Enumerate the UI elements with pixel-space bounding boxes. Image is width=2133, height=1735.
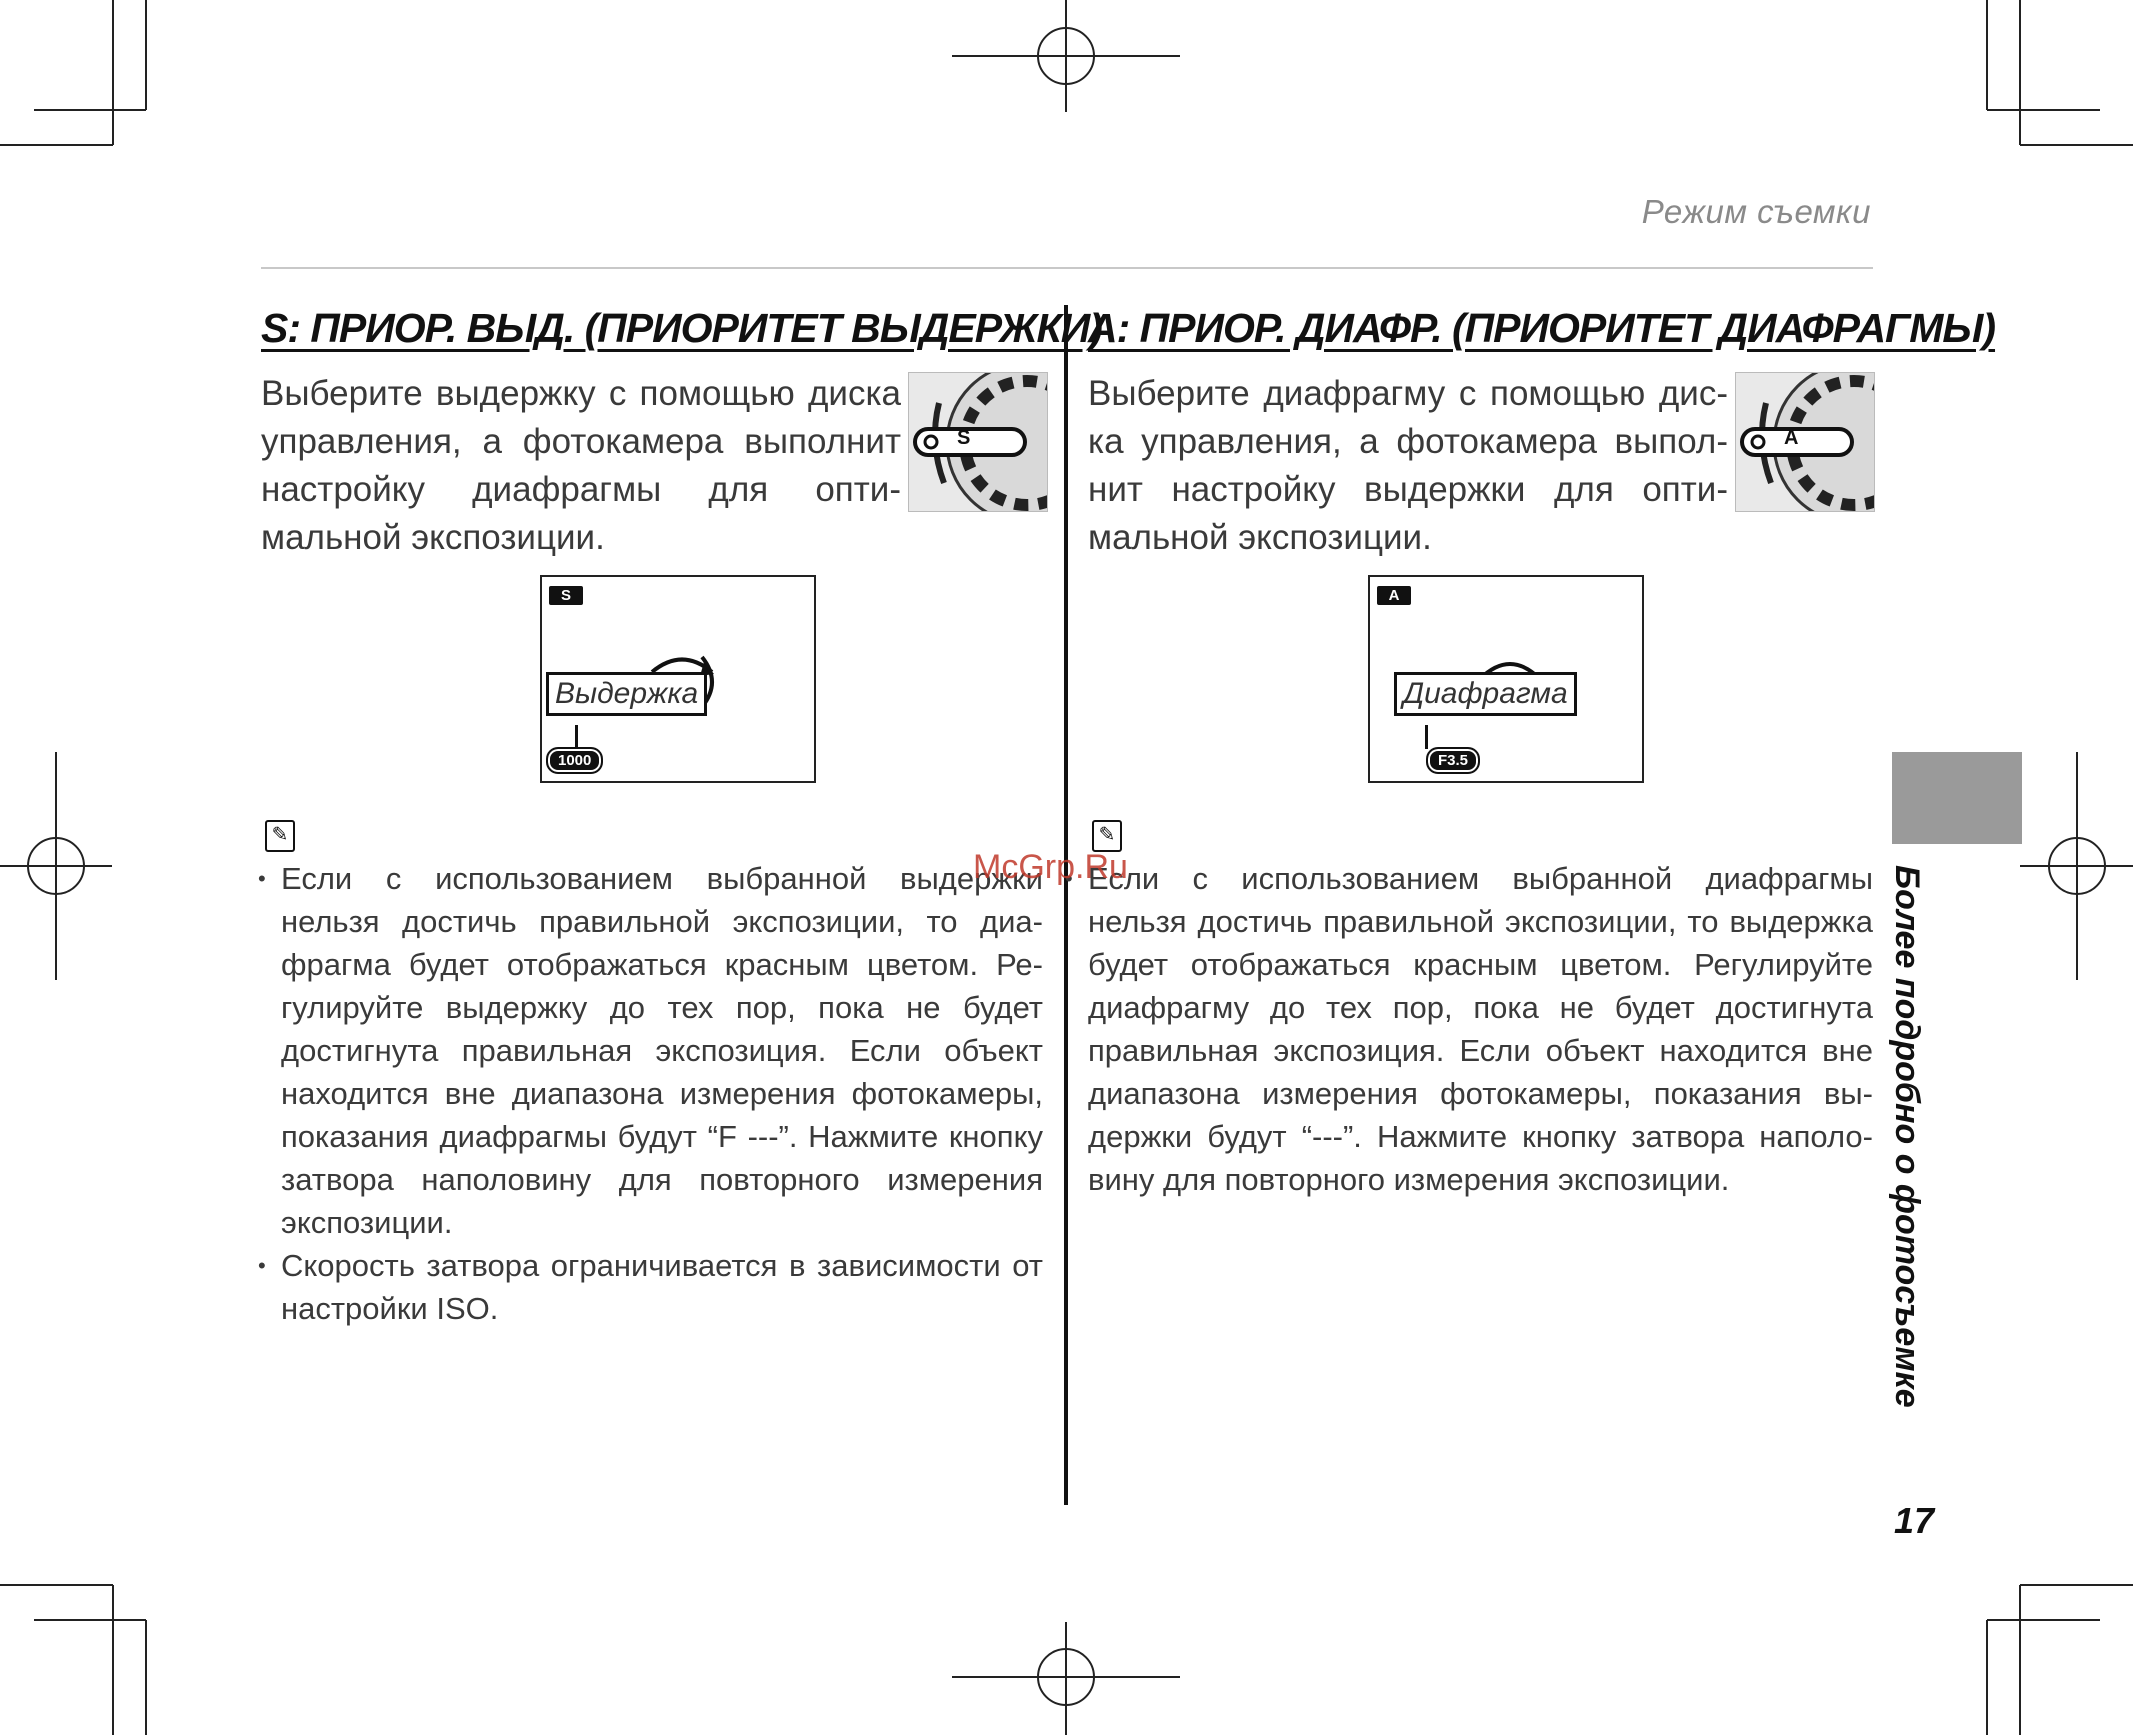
callout-label: Диафрагма bbox=[1394, 672, 1577, 716]
mode-dial-a-illustration bbox=[1735, 372, 1875, 512]
chapter-tab bbox=[1892, 752, 2022, 844]
shutter-value-readout: 1000 bbox=[546, 747, 603, 774]
callout-stem bbox=[575, 725, 578, 749]
notes-list-shutter bbox=[261, 857, 1043, 1330]
notes-list-aperture bbox=[1068, 857, 1873, 1201]
running-head: Режим съемки bbox=[1641, 193, 1871, 230]
mode-badge: S bbox=[549, 586, 583, 605]
mode-dial-s-illustration bbox=[908, 372, 1048, 512]
page-number: 17 bbox=[1893, 1500, 1934, 1541]
note-icon: ✎ bbox=[265, 820, 295, 852]
section-title-shutter-priority: S: ПРИОР. ВЫД. (ПРИОРИТЕТ ВЫДЕРЖКИ) bbox=[261, 305, 1102, 351]
list-item: • Скорость затвора ограничивается в зависимости от настройки ISO. bbox=[261, 1244, 1043, 1330]
header-rule bbox=[261, 267, 1873, 269]
list-item: • Если с использованием выбранной диафрагмы нельзя достичь правильной экспозиции, то выдержка будет отображаться красным цветом. Регулируйте диафрагму до тех пор, пока не будет достигнута правильная экспозиция. Если объект находится вне диапазона измерения фотокамеры, показания выдержки будут “---”. Нажмите кнопку затвора наполовину для повторного измерения экспозиции. bbox=[1068, 857, 1873, 1201]
section-title-aperture-priority: A: ПРИОР. ДИАФР. (ПРИОРИТЕТ ДИАФРАГМЫ) bbox=[1088, 305, 1996, 351]
callout-label: Выдержка bbox=[546, 672, 707, 716]
mode-badge: A bbox=[1377, 586, 1411, 605]
callout-stem bbox=[1425, 725, 1428, 749]
intro-text-aperture: Выберите диафрагму с помощью диска управления, а фотокамера выполнит настройку выдержки для оптимальной экспозиции. bbox=[1088, 374, 1728, 557]
aperture-value-readout: F3.5 bbox=[1426, 747, 1480, 774]
watermark-text: McGrp.Ru bbox=[973, 848, 1128, 886]
note-icon: ✎ bbox=[1092, 820, 1122, 852]
lcd-screen-aperture bbox=[1368, 575, 1644, 783]
mode-dial-icon bbox=[1736, 373, 1874, 511]
dial-mode-label: S bbox=[957, 427, 971, 449]
chapter-side-label: Более подробно о фотосъемке bbox=[1888, 865, 1926, 1408]
dial-mode-label: A bbox=[1784, 427, 1799, 449]
mode-dial-icon bbox=[909, 373, 1047, 511]
intro-text-shutter: Выберите выдержку с помощью диска управления, а фотокамера выполнит настройку диафрагмы для оптимальной экспозиции. bbox=[261, 374, 901, 557]
list-item: • Если с использованием выбранной выдержки нельзя достичь правильной экспозиции, то диафрагма будет отображаться красным цветом. Регулируйте выдержку до тех пор, пока не будет достигнута правильная экспозиция. Если объект находится вне диапазона измерения фотокамеры, показания диафрагмы будут “F ---”. Нажмите кнопку затвора наполовину для повторного измерения экспозиции. bbox=[261, 857, 1043, 1244]
lcd-screen-shutter bbox=[540, 575, 816, 783]
